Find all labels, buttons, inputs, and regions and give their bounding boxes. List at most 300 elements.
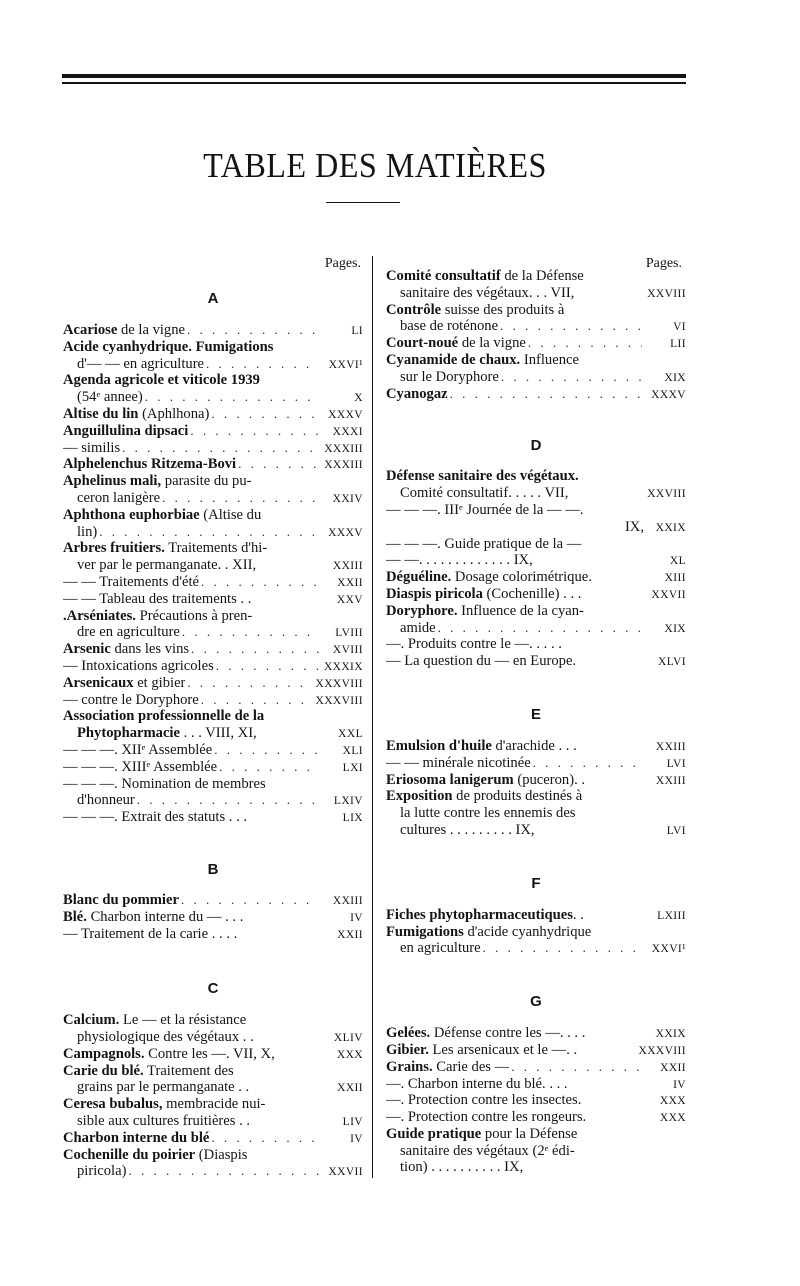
dot-leader	[238, 456, 319, 473]
entry-description: de la vigne	[117, 322, 185, 338]
entry-description: tion) . . . . . . . . . . IX,	[400, 1159, 524, 1176]
entry-text	[386, 1109, 586, 1126]
dot-leader	[162, 490, 319, 507]
entry-keyword: Cyanogaz	[386, 385, 448, 402]
entry-text	[400, 318, 498, 335]
entry-keyword: Arsenic	[63, 641, 111, 658]
entry-description: ceron lanigère	[77, 489, 161, 506]
page-ref: LIX	[342, 812, 363, 825]
page-ref: XXVI¹	[328, 358, 363, 371]
page-ref: XXXV	[651, 388, 686, 401]
entry-keyword: Doryphore.	[386, 602, 458, 619]
entry-keyword: Gibier.	[386, 1041, 429, 1058]
entry-text	[63, 456, 236, 473]
dot-leader	[533, 755, 642, 772]
page-ref: XXIX	[655, 521, 686, 534]
entry-text	[63, 892, 179, 909]
entry-text	[400, 822, 535, 839]
entry-text	[386, 1025, 585, 1042]
index-entry	[63, 372, 363, 389]
entry-text	[386, 335, 526, 352]
entry-description: d'arachide . . .	[491, 737, 577, 754]
dot-leader	[145, 389, 319, 406]
index-entry	[386, 318, 686, 335]
entry-description: —. Protection contre les rongeurs.	[386, 1109, 587, 1126]
entry-keyword: .Arséniates.	[63, 607, 136, 624]
page-ref: XXVIII	[647, 488, 686, 501]
entry-description: Traitement des	[143, 1062, 234, 1079]
index-entry	[386, 502, 686, 519]
entry-description: cultures . . . . . . . . . IX,	[400, 821, 535, 838]
entry-description: sur le Doryphore	[400, 368, 499, 385]
dot-leader	[187, 675, 313, 692]
dot-leader	[450, 386, 642, 403]
entry-keyword: Phytopharmacie	[77, 725, 180, 742]
left-column	[63, 254, 363, 1180]
index-entry	[386, 536, 686, 553]
entry-keyword: Court-noué	[386, 335, 459, 352]
entry-description: d'— — en agriculture	[77, 355, 205, 372]
page-ref: IV	[350, 1132, 363, 1145]
index-entry	[386, 586, 686, 603]
entry-description: —. Produits contre le —. . . . .	[386, 636, 562, 653]
page-ref: XXXIII	[324, 442, 363, 455]
index-entry	[63, 742, 363, 759]
column-divider	[372, 256, 373, 1178]
dot-leader	[206, 356, 319, 373]
entry-text	[386, 569, 592, 586]
section-letter: G	[530, 993, 542, 1011]
index-entry	[63, 406, 363, 423]
entry-description: sible aux cultures fruitières . .	[77, 1113, 251, 1130]
entry-description: suisse des produits à	[441, 301, 565, 318]
page-ref: XVIII	[332, 644, 363, 657]
entry-description: Charbon interne du — . . .	[86, 908, 244, 925]
index-entry	[63, 692, 363, 709]
entry-text	[386, 772, 585, 789]
page-ref: XXIX	[655, 1028, 686, 1041]
index-entry	[386, 386, 686, 403]
entry-text	[386, 586, 581, 603]
entry-text	[386, 1059, 509, 1076]
index-entry	[386, 805, 686, 822]
index-entry	[63, 1147, 363, 1164]
entry-description: (Cochenille) . . .	[482, 585, 582, 602]
entry-text	[386, 738, 577, 755]
index-entry	[386, 519, 686, 536]
index-entry	[386, 620, 686, 637]
entry-text	[63, 1063, 363, 1080]
entry-description: la lutte contre les ennemis des	[400, 805, 576, 822]
entry-description: (54ᵉ annee)	[77, 389, 143, 406]
entry-keyword: Cyanamide de chaux.	[386, 351, 521, 368]
entry-keyword: Gelées.	[386, 1025, 431, 1042]
index-entry	[386, 772, 686, 789]
dot-leader	[187, 322, 319, 339]
entry-text	[63, 742, 212, 759]
page-ref: XXII	[337, 1082, 363, 1095]
entry-text	[386, 788, 686, 805]
entry-text	[77, 1113, 250, 1130]
entry-description: de la Défense	[500, 268, 584, 284]
section-gap	[63, 942, 363, 966]
page-ref: XXL	[338, 728, 363, 741]
index-entry	[63, 339, 363, 356]
entry-keyword: Alphelenchus Ritzema-Bovi	[63, 456, 237, 473]
page-ref: XXII	[660, 1061, 686, 1074]
page-ref: XXXV	[328, 408, 363, 421]
entry-description: Dosage colorimétrique.	[451, 569, 592, 586]
index-entry	[63, 892, 363, 909]
index-entry	[386, 738, 686, 755]
entry-text	[77, 356, 204, 373]
entry-text	[77, 1163, 126, 1180]
entry-description: — — —. XIIᵉ Assemblée	[63, 741, 213, 758]
entry-text	[386, 755, 531, 772]
entry-text	[77, 524, 97, 541]
entry-description: IX,	[624, 518, 644, 535]
index-entry	[63, 1113, 363, 1130]
page-ref: LVIII	[335, 627, 363, 640]
index-entry	[63, 1012, 363, 1029]
index-entry	[386, 468, 686, 485]
index-entry	[63, 1130, 363, 1147]
entry-description: — similis	[63, 439, 121, 456]
entry-keyword: Blé.	[63, 908, 87, 925]
page-ref: LXIV	[333, 795, 363, 808]
page-ref: XXXV	[328, 526, 363, 539]
page-ref: LXIII	[657, 909, 686, 922]
entry-text	[386, 302, 686, 319]
entry-text	[625, 519, 644, 536]
entry-text	[400, 1159, 523, 1176]
index-entry	[63, 423, 363, 440]
dot-leader	[122, 440, 319, 457]
entry-keyword: Fiches phytopharmaceutiques	[386, 906, 573, 923]
dot-leader	[528, 335, 642, 352]
dot-leader	[501, 369, 642, 386]
entry-description: lin)	[77, 523, 98, 540]
index-entry	[386, 755, 686, 772]
entry-description: — —. . . . . . . . . . . . . IX,	[386, 552, 533, 569]
index-entry	[386, 569, 686, 586]
entry-description: — — —. Guide pratique de la —	[386, 535, 582, 552]
section-letter: D	[530, 437, 542, 455]
index-entry	[386, 636, 686, 653]
entry-description: — — —. IIIᵉ Journée de la — —.	[386, 501, 584, 518]
entry-keyword: Contrôle	[386, 301, 442, 318]
entry-text	[400, 285, 574, 302]
section-letter: B	[207, 860, 219, 878]
entry-description: —. Charbon interne du blé. . . .	[386, 1075, 568, 1092]
entry-text	[386, 268, 686, 285]
dot-leader	[214, 742, 319, 759]
entry-description: . . . VIII, XI,	[179, 725, 257, 742]
entry-description: Contre les —. VII, X,	[144, 1045, 275, 1062]
index-entry	[386, 603, 686, 620]
entry-text	[63, 372, 363, 389]
page-title: TABLE DES MATIÈRES	[203, 146, 547, 185]
index-entry	[386, 485, 686, 502]
index-entry	[63, 507, 363, 524]
entry-description: — La question du — en Europe.	[386, 653, 577, 670]
entry-description: ver par le permanganate. . XII,	[77, 557, 257, 574]
entry-keyword: Cochenille du poirier	[63, 1146, 196, 1163]
page-ref: XXIII	[655, 774, 686, 787]
entry-keyword: Aphthona euphorbiae	[63, 506, 200, 523]
dot-leader	[137, 792, 319, 809]
entry-keyword: Association professionnelle de la	[63, 708, 265, 725]
dot-leader	[483, 940, 642, 957]
title-underline	[326, 202, 400, 203]
index-entry	[63, 1029, 363, 1046]
entry-text	[63, 507, 363, 524]
entry-text	[63, 692, 199, 709]
entry-description: — contre le Doryphore	[63, 691, 199, 708]
entry-keyword: Acariose	[63, 322, 118, 338]
page-ref: XXX	[659, 1095, 686, 1108]
entry-text	[386, 386, 448, 403]
index-entry	[386, 1159, 686, 1176]
entry-text	[386, 502, 686, 519]
dot-leader	[191, 641, 319, 658]
index-entry	[386, 653, 686, 670]
entry-text	[77, 725, 257, 742]
index-entry	[386, 302, 686, 319]
entry-text	[77, 792, 135, 809]
index-entry	[63, 540, 363, 557]
entry-keyword: Défense sanitaire des végétaux.	[386, 468, 579, 485]
entry-text	[386, 907, 584, 924]
entry-keyword: Eriosoma lanigerum	[386, 771, 514, 788]
entry-text	[77, 557, 256, 574]
page-ref: XXXVIII	[315, 677, 363, 690]
entry-keyword: Arsenicaux	[63, 674, 134, 691]
entry-description: membracide nui-	[162, 1096, 266, 1113]
page-ref: XXIII	[332, 560, 363, 573]
section-letter: F	[531, 874, 541, 892]
entry-text	[63, 909, 243, 926]
page-ref: XXVII	[328, 1166, 363, 1179]
right-column	[386, 254, 686, 1176]
index-entry	[386, 1092, 686, 1109]
index-entry	[386, 1109, 686, 1126]
entry-text	[386, 1076, 568, 1093]
entry-description: —. Protection contre les insectes.	[386, 1092, 582, 1109]
page-ref: XXXVIII	[315, 694, 363, 707]
entry-description: piricola)	[77, 1163, 127, 1180]
index-entry	[63, 1046, 363, 1063]
pages-heading: Pages.	[324, 256, 361, 271]
index-entry	[386, 369, 686, 386]
entry-keyword: Agenda agricole et viticole 1939	[63, 372, 260, 389]
index-entry	[63, 389, 363, 406]
index-entry	[63, 776, 363, 793]
index-entry	[386, 552, 686, 569]
entry-text	[63, 1096, 363, 1113]
page-ref: XXVI¹	[651, 943, 686, 956]
entry-keyword: Déguéline.	[386, 569, 452, 586]
entry-keyword: Arbres fruitiers.	[63, 540, 165, 557]
index-entry	[386, 940, 686, 957]
entry-description: (Diaspis	[195, 1146, 248, 1163]
page-ref: X	[354, 392, 363, 405]
entry-description: Défense contre les —. . . .	[430, 1025, 586, 1042]
entry-text	[400, 1143, 686, 1160]
index-entry	[63, 1079, 363, 1096]
index-entry	[63, 658, 363, 675]
page-ref: XXVII	[651, 588, 686, 601]
page-ref: LVI	[666, 824, 686, 837]
entry-text	[386, 1126, 686, 1143]
page-ref: XXXIII	[324, 459, 363, 472]
entry-text	[386, 924, 686, 941]
dot-leader	[219, 759, 319, 776]
dot-leader	[190, 423, 319, 440]
entry-text	[63, 1012, 363, 1029]
index-entry	[63, 792, 363, 809]
index-entry	[386, 268, 686, 285]
entry-text	[63, 809, 247, 826]
page-ref: XIX	[664, 371, 686, 384]
dot-leader	[181, 892, 319, 909]
index-entry	[386, 352, 686, 369]
entry-text	[400, 940, 481, 957]
index-entry	[386, 335, 686, 352]
dot-leader	[99, 524, 319, 541]
entry-description: d'honneur	[77, 792, 135, 809]
entry-description: sanitaire des végétaux. . . VII,	[400, 284, 575, 301]
entry-text	[63, 1046, 275, 1063]
entry-keyword: Ceresa bubalus,	[63, 1096, 163, 1113]
entry-description: — Intoxications agricoles	[63, 657, 214, 674]
entry-keyword: Acide cyanhydrique. Fumigations	[63, 338, 274, 355]
page-ref: XXIII	[332, 894, 363, 907]
entry-description: Influence de la cyan-	[457, 602, 584, 619]
page-ref: XIII	[664, 572, 686, 585]
entry-description: d'acide cyanhydrique	[463, 923, 592, 940]
entry-text	[77, 624, 180, 641]
entry-description: en agriculture	[400, 940, 481, 957]
entry-description: et gibier	[133, 674, 186, 691]
entry-description: — — —. XIIIᵉ Assemblée	[63, 758, 218, 775]
entry-text	[386, 603, 686, 620]
index-entry	[386, 1025, 686, 1042]
entry-description: Traitements d'hi-	[164, 540, 268, 557]
index-entry	[386, 1126, 686, 1143]
page-ref: LIV	[342, 1116, 363, 1129]
page-ref: XXIV	[332, 492, 363, 505]
index-entry	[63, 725, 363, 742]
index-entry	[63, 490, 363, 507]
index-entry	[63, 322, 363, 339]
page-ref: XXV	[336, 593, 363, 606]
page-ref: XXX	[336, 1048, 363, 1061]
entry-text	[400, 805, 686, 822]
index-entry	[63, 624, 363, 641]
index-entry	[63, 759, 363, 776]
entry-keyword: Fumigations	[386, 923, 464, 940]
entry-text	[63, 641, 189, 658]
page-ref: XLI	[342, 744, 363, 757]
page-ref: LVI	[666, 757, 686, 770]
entry-text	[386, 1092, 581, 1109]
index-entry	[63, 524, 363, 541]
entry-text	[77, 490, 160, 507]
page-ref: XXXI	[332, 425, 363, 438]
entry-description: . .	[572, 906, 584, 923]
entry-text	[63, 1130, 209, 1147]
page-ref: XL	[669, 555, 686, 568]
top-rule-thin	[62, 82, 686, 84]
page-ref: XIX	[664, 622, 686, 635]
entry-description: — — minérale nicotinée	[386, 754, 531, 771]
entry-keyword: Comité consultatif	[386, 268, 501, 284]
entry-description: Carie des —	[432, 1058, 510, 1075]
entry-description: (Altise du	[199, 506, 262, 523]
entry-description: Comité consultatif. . . . . VII,	[400, 485, 569, 502]
entry-text	[386, 1042, 577, 1059]
entry-text	[63, 322, 185, 339]
entry-keyword: Diaspis piricola	[386, 585, 483, 602]
entry-text	[63, 540, 363, 557]
entry-keyword: Altise du lin	[63, 405, 139, 422]
entry-text	[63, 759, 217, 776]
top-rule-thick	[62, 74, 686, 78]
dot-leader	[500, 318, 642, 335]
entry-text	[63, 658, 214, 675]
entry-description: pour la Défense	[481, 1125, 578, 1142]
entry-keyword: Campagnols.	[63, 1045, 145, 1062]
entry-text	[386, 653, 576, 670]
index-entry	[386, 1042, 686, 1059]
section-gap	[386, 839, 686, 861]
entry-keyword: Blanc du pommier	[63, 891, 179, 908]
index-entry	[386, 1076, 686, 1093]
page-ref: XXVIII	[647, 287, 686, 300]
section-letter: C	[207, 980, 219, 998]
index-entry	[63, 574, 363, 591]
entry-text	[63, 473, 363, 490]
index-entry	[63, 356, 363, 373]
entry-description: de la vigne	[458, 335, 526, 352]
section-letter: E	[530, 705, 541, 723]
page-ref: IV	[673, 1078, 686, 1091]
entry-text	[77, 1029, 254, 1046]
index-entry	[63, 809, 363, 826]
page-ref: XXXVIII	[638, 1044, 686, 1057]
dot-leader	[128, 1163, 319, 1180]
entry-text	[386, 552, 533, 569]
entry-keyword: Anguillulina dipsaci	[63, 422, 189, 439]
index-entry	[386, 822, 686, 839]
entry-description: de produits destinés à	[452, 788, 583, 805]
entry-keyword: Grains.	[386, 1058, 433, 1075]
entry-description: — — Tableau des traitements . .	[63, 590, 252, 607]
index-entry	[63, 926, 363, 943]
section-gap	[386, 957, 686, 979]
entry-text	[77, 389, 143, 406]
entry-description: — Traitement de la carie . . . .	[63, 925, 238, 942]
page-ref: LXI	[342, 761, 363, 774]
section-gap	[386, 402, 686, 424]
entry-description: dans les vins	[110, 641, 190, 658]
entry-text	[63, 591, 251, 608]
entry-text	[63, 440, 120, 457]
section-gap	[63, 826, 363, 848]
entry-keyword: Emulsion d'huile	[386, 737, 492, 754]
entry-text	[400, 369, 499, 386]
